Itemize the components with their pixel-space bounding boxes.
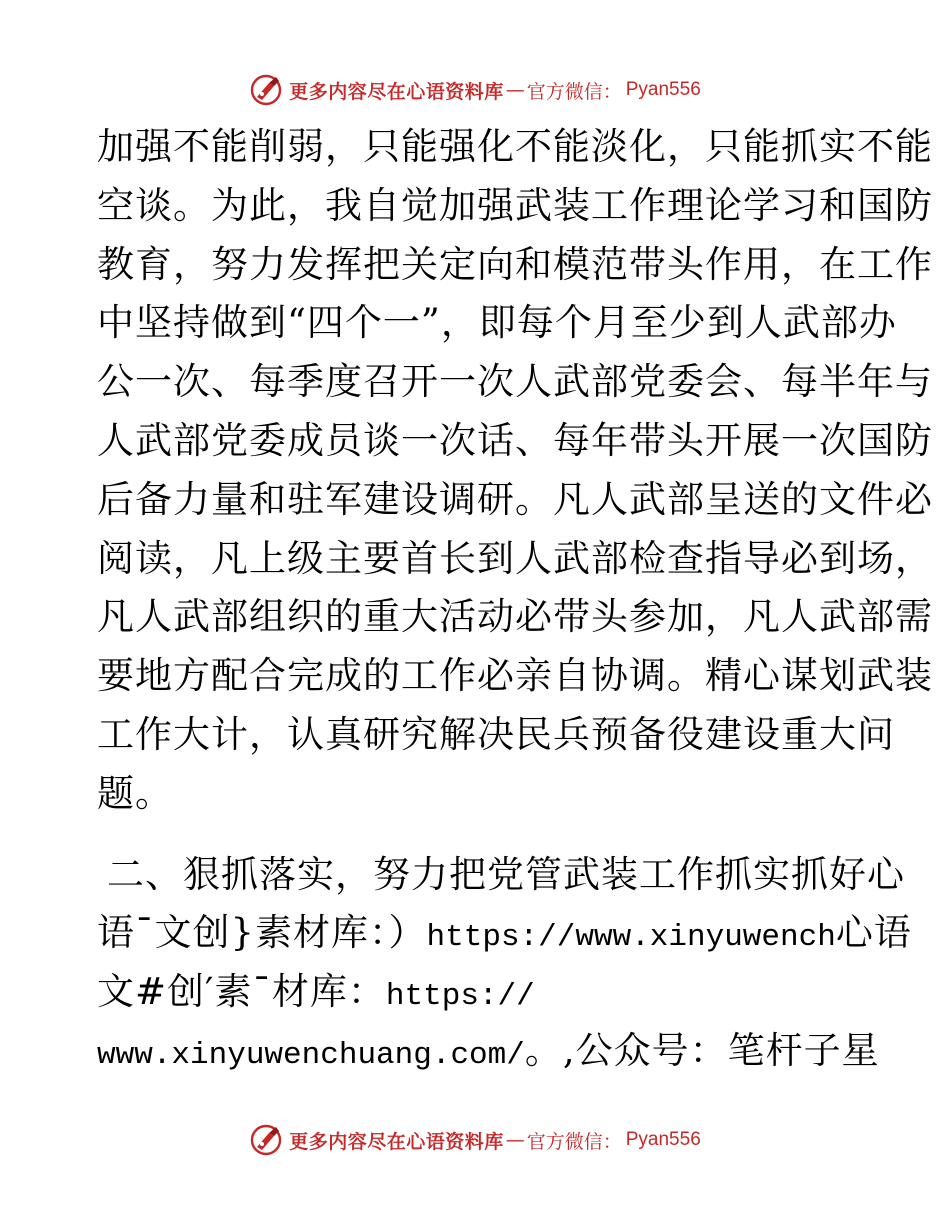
paragraph-line: 阅读，凡上级主要首长到人武部检查指导必到场， (97, 536, 933, 580)
footer-wechat-label: 官方微信： (526, 1130, 622, 1153)
paragraph-line: 人武部党委成员谈一次话、每年带头开展一次国防 (97, 418, 933, 462)
footer-banner (0, 1120, 950, 1160)
paragraph-line: 中坚持做到“四个一”，即每个月至少到人武部办 (97, 301, 897, 345)
header-banner (0, 70, 950, 110)
paragraph-line: 教育，努力发挥把关定向和模范带头作用，在工作 (97, 242, 933, 286)
footer-separator: — (505, 1129, 525, 1151)
pen-nib-icon (249, 73, 283, 107)
section-heading: 二、狠抓落实，努力把党管武装工作抓实抓好心 (107, 852, 905, 896)
footer-wechat-id: Pyan556 (625, 1129, 701, 1150)
watermark-line-2 (97, 963, 857, 1022)
watermark-line-1 (97, 904, 912, 963)
paragraph-line: 题。 (97, 771, 173, 815)
header-wechat-label: 官方微信： (526, 80, 622, 103)
header-brand-text: 更多内容尽在心语资料库 (289, 80, 504, 103)
watermark-text: 心语 (835, 911, 912, 955)
watermark-text: 语¯文创}素材库：） (97, 911, 427, 955)
paragraph-line: 后备力量和驻军建设调研。凡人武部呈送的文件必 (97, 477, 933, 521)
paragraph-line: 加强不能削弱，只能强化不能淡化，只能抓实不能 (97, 125, 933, 168)
footer-brand-text: 更多内容尽在心语资料库 (289, 1130, 504, 1153)
paragraph-line: 工作大计，认真研究解决民兵预备役建设重大问 (97, 712, 895, 756)
watermark-url: www.xinyuwenchuang.com/ (97, 1037, 525, 1073)
header-separator: — (505, 79, 525, 101)
watermark-url: https:// (385, 979, 535, 1015)
watermark-text: 文#创′素¯材库： (97, 970, 386, 1014)
paragraph-line: 凡人武部组织的重大活动必带头参加，凡人武部需 (97, 595, 933, 639)
paragraph-line: 公一次、每季度召开一次人武部党委会、每半年与 (97, 360, 933, 404)
pen-nib-icon (249, 1123, 283, 1157)
watermark-url: https://www.xinyuwench (426, 920, 836, 956)
paragraph-line: 要地方配合完成的工作必亲自协调。精心谋划武装 (97, 654, 933, 698)
paragraph-line: 空谈。为此，我自觉加强武装工作理论学习和国防 (97, 183, 933, 227)
watermark-line-3 (97, 1022, 880, 1081)
document-body (97, 118, 933, 1081)
watermark-text: 。,公众号：笔杆子星 (524, 1028, 880, 1072)
header-wechat-id: Pyan556 (625, 79, 701, 100)
